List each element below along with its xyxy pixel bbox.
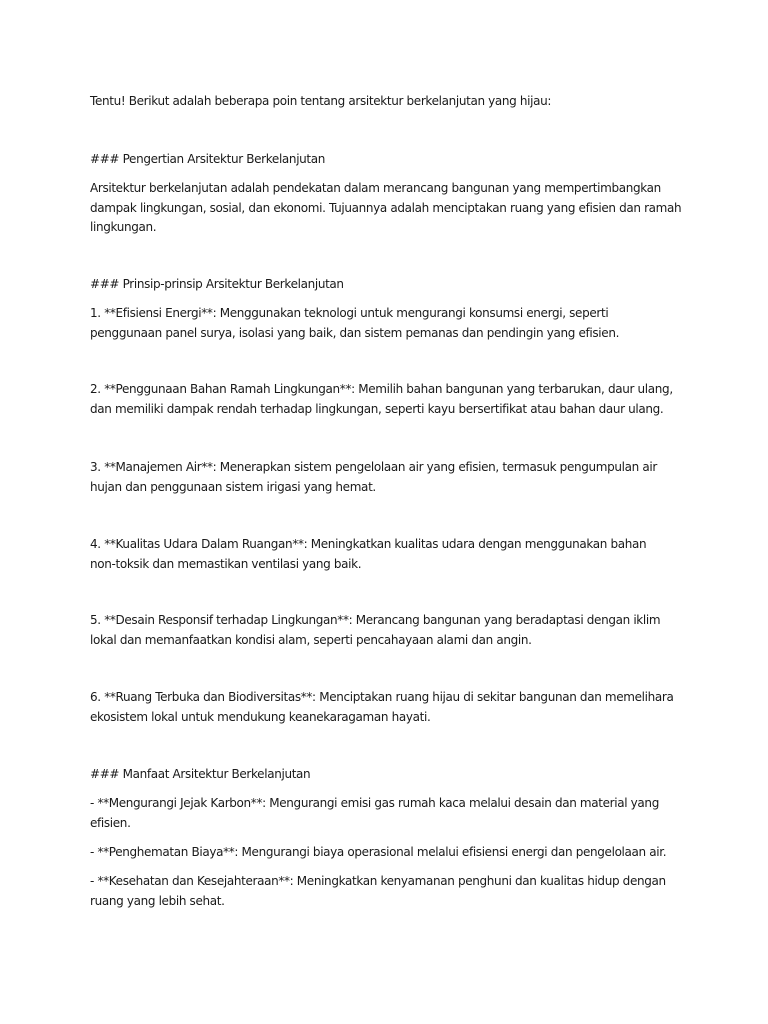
section-paragraph-pengertian: Arsitektur berkelanjutan adalah pendekatan dalam merancang bangunan yang mempertimbangkan dampak lingkungan, sosial, dan ekonomi. Tujuannya adalah menciptakan ruang yang efisien dan ramah lingkungan. xyxy=(90,181,682,234)
list-item-manfaat-1: - **Mengurangi Jejak Karbon**: Mengurangi emisi gas rumah kaca melalui desain dan material yang efisien. xyxy=(90,796,659,830)
list-item-prinsip-2: 2. **Penggunaan Bahan Ramah Lingkungan**: Memilih bahan bangunan yang terbarukan, daur ulang, dan memiliki dampak rendah terhadap lingkungan, seperti kayu bersertifikat atau bahan daur ulang. xyxy=(90,382,673,416)
list-item-prinsip-3: 3. **Manajemen Air**: Menerapkan sistem pengelolaan air yang efisien, termasuk pengumpulan air hujan dan penggunaan sistem irigasi yang hemat. xyxy=(90,460,657,494)
section-heading-prinsip: ### Prinsip-prinsip Arsitektur Berkelanjutan xyxy=(90,277,344,291)
list-item-prinsip-6: 6. **Ruang Terbuka dan Biodiversitas**: Menciptakan ruang hijau di sekitar bangunan dan memelihara ekosistem lokal untuk mendukung keanekaragaman hayati. xyxy=(90,690,674,724)
section-heading-manfaat: ### Manfaat Arsitektur Berkelanjutan xyxy=(90,767,311,781)
intro-text: Tentu! Berikut adalah beberapa poin tentang arsitektur berkelanjutan yang hijau: xyxy=(90,94,552,108)
list-item-prinsip-1: 1. **Efisiensi Energi**: Menggunakan teknologi untuk mengurangi konsumsi energi, seperti penggunaan panel surya, isolasi yang baik, dan sistem pemanas dan pendingin yang efisien. xyxy=(90,306,620,340)
list-item-manfaat-2: - **Penghematan Biaya**: Mengurangi biaya operasional melalui efisiensi energi dan pengelolaan air. xyxy=(90,845,667,859)
list-item-manfaat-3: - **Kesehatan dan Kesejahteraan**: Meningkatkan kenyamanan penghuni dan kualitas hidup dengan ruang yang lebih sehat. xyxy=(90,874,666,908)
section-heading-pengertian: ### Pengertian Arsitektur Berkelanjutan xyxy=(90,152,326,166)
list-item-prinsip-4: 4. **Kualitas Udara Dalam Ruangan**: Meningkatkan kualitas udara dengan menggunakan bahan non-toksik dan memastikan ventilasi yang baik. xyxy=(90,537,647,571)
list-item-prinsip-5: 5. **Desain Responsif terhadap Lingkungan**: Merancang bangunan yang beradaptasi dengan iklim lokal dan memanfaatkan kondisi alam, seperti pencahayaan alami dan angin. xyxy=(90,613,661,647)
